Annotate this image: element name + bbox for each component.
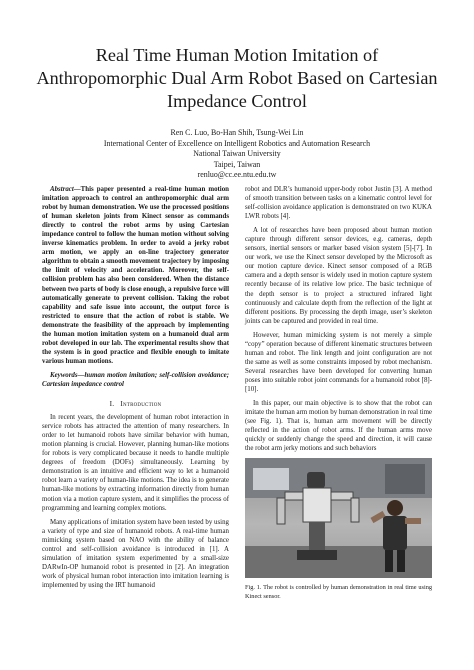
figure-photo — [245, 458, 432, 578]
right-paragraph-3: However, human mimicking system is not merely a simple “copy” operation because of different kinematic structures between human and robot. The link length and joint configuration are not the same as well as some constraints imposed by robot mechanism. Several researches have been developed for converting human poses into suitable robot joint commands for a humanoid robot [8]-[10]. — [245, 331, 432, 393]
robot-and-human-photo — [245, 458, 432, 578]
right-paragraph-4: In this paper, our main objective is to show that the robot can imitate the human arm motion by human demonstration in real time (see Fig. 1). That is, human arm movement will be directly reflected in the action of robot arms. If the human arms move quickly or suddenly change the speed and direction, it will cause the robot arm jerky motions and such behaviors — [245, 400, 432, 453]
intro-paragraph-2: Many applications of imitation system have been tested by using a variety of type and size of humanoid robots. A real-time human mimicking system based on NAO with the ability of balance control and self-collision avoidance is introduced in [1]. A simulation of imitation system experimented by a small-size DARwIn-OP humanoid robot is presented in [2]. An integration work of physical human robot interaction into imitation learning is implemented by using the IRT humanoid — [42, 518, 229, 589]
photo-equipment — [385, 464, 425, 494]
abstract — [42, 185, 229, 366]
section-number: I. — [109, 399, 115, 409]
right-paragraph-1: robot and DLR’s humanoid upper-body robot Justin [3]. A method of smooth transition between tasks on a kinematic control level for self-collision avoidance application is demonstrated on two KUKA LWR robots [4]. — [245, 186, 432, 221]
abstract-text: —This paper presented a real-time human motion imitation approach to control an anthropomorphic dual arm robot by human demonstration. We use the processed positions of human skeleton joints from Kinect sensor as commands directly to control the robot arms by using Cartesian impedance control to follow the human motion without solving inverse kinematics problem. In order to avoid a jerky robot arm motion, we apply an on-line trajectory generator algorithm to obtain a smooth movement trajectory by imposing the limit of velocity and acceleration. Moreover, the self-collision problem has also been considered. When the distance between two parts of body is close enough, a repulsive force will automatically generate to prevent collision. Taking the robot capability and safe issue into account, the output force is restricted to ensure that the action of robot is stable. We demonstrate the feasibility of the approach by implementing the human motion imitation system on a humanoid dual arm robot developed in our lab. The experimental results show that the system is in good practice and flexible enough to imitate various human motions. — [42, 186, 229, 365]
keywords — [42, 371, 229, 389]
right-column — [245, 185, 432, 606]
paper-title: Real Time Human Motion Imitation of Anthropomorphic Dual Arm Robot Based on Cartesian Impedance Control — [36, 45, 438, 111]
email: renluo@cc.ee.ntu.edu.tw — [197, 170, 277, 180]
figure-caption: Fig. 1. The robot is controlled by human demonstration in real time using Kinect sensor. — [245, 584, 432, 600]
abstract-label: Abstract — [50, 186, 74, 193]
photo-window — [253, 468, 289, 490]
keywords-text: —human motion imitation; self-collision avoidance; Cartesian impedance control — [42, 371, 229, 388]
author-names: Ren C. Luo, Bo-Han Shih, Tsung-Wei Lin — [170, 128, 304, 137]
intro-paragraph-1: In recent years, the development of human robot interaction in service robots has attracted the attention of many researchers. In order to let humanoid robots have similar behavior with human, motion planning is crucial. However, planning human-like motions for robots is very complicated because it needs to handle multiple degrees of freedom (DOFs) simultaneously. Learning by demonstration is an intuitive and efficient way to let a humanoid robot learn a variety of human-like motions. The idea is to generate human-like motions by extracting information directly from human motion via a motion capture system, and it simplifies the process of programming and learning complex motions. — [42, 414, 229, 512]
right-paragraph-2: A lot of researches have been proposed about human motion capture through different sensor devices, e.g. cameras, depth sensors, inertial sensors or marker based vision system [5]-[7]. In our work, we use the Kinect sensor developed by the Microsoft as our motion capture device. Kinect sensor composed of a RGB camera and a depth sensor is widely used in motion capture system recently because of its relative low price. The basic technique of the depth sensor is to project a structured infrared light continuously and calculate depth from the reflection of the light at different positions. By processing the depth image, user’s skeleton joints can be captured and provided in real time. — [245, 227, 432, 325]
location: Taipei, Taiwan — [213, 159, 261, 169]
left-column — [42, 185, 229, 595]
section-heading — [42, 399, 229, 408]
university: National Taiwan University — [193, 149, 281, 159]
section-title: Introduction — [120, 399, 162, 409]
affiliation: International Center of Excellence on Intelligent Robotics and Automation Research — [103, 138, 371, 148]
keywords-label: Keywords — [50, 371, 78, 379]
author-block — [40, 128, 434, 181]
